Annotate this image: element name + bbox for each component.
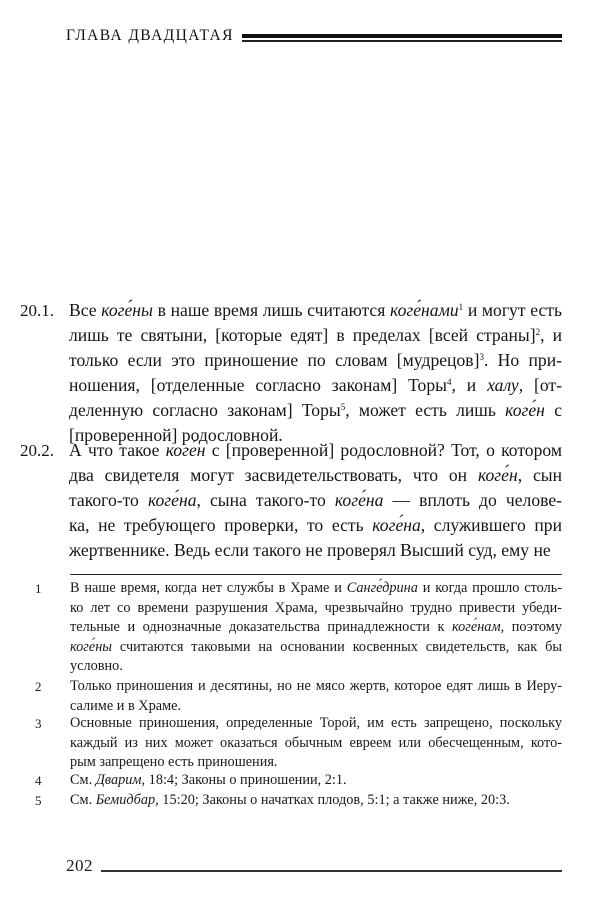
text-run: , поэтому [500, 619, 562, 635]
text-run: ко лет со времени разрушения Храма, чрезвычайно трудно привести убеди- [70, 599, 562, 616]
text-run: , сына такого-то [196, 490, 335, 510]
paragraph-body [69, 298, 562, 448]
text-run: и могут есть [463, 300, 563, 320]
footnote-number: 4 [35, 773, 42, 788]
footnote-text [70, 791, 562, 811]
footnote-3 [30, 714, 562, 773]
footnote-text [70, 579, 562, 677]
text-line [69, 513, 562, 538]
footnote-separator [70, 574, 562, 575]
text-run: с [проверенной] родословной? Тот, о котором [205, 440, 562, 460]
footnote-ref[interactable]: 1 [458, 302, 464, 312]
italic-term: коге́ны [101, 300, 153, 320]
text-line [70, 771, 562, 791]
text-run: , 18:4; Законы о приношении, 2:1. [141, 772, 347, 788]
footnote-2 [30, 677, 562, 716]
text-run: , и [451, 375, 488, 395]
text-run: Основные приношения, определенные Торой, им есть запрещено, поскольку [70, 715, 562, 731]
text-line [70, 618, 562, 638]
text-run: Только приношения и десятины, но не мясо жертв, которое едят лишь в Иеру- [70, 678, 562, 694]
italic-term: коге́на [334, 490, 384, 510]
text-run: лишь те святыни, [которые едят] в пределах [всей страны] [69, 325, 536, 345]
text-line [70, 677, 562, 697]
text-run: ка, не требующего проверки, то есть [69, 515, 373, 535]
text-line [70, 734, 562, 754]
italic-term: Дварим [95, 772, 142, 788]
text-line [69, 398, 562, 423]
text-run: . Но при- [483, 350, 563, 370]
text-run: с [544, 400, 562, 420]
footnote-5 [30, 791, 562, 811]
chapter-title: ГЛАВА ДВАДЦАТАЯ [66, 27, 234, 44]
italic-term: халу [487, 375, 519, 395]
text-run: В наше время, когда нет службы в Храме и [70, 580, 347, 596]
paragraph-20-1 [20, 298, 562, 448]
footnote-ref[interactable]: 3 [479, 352, 484, 362]
text-run: А что такое [69, 440, 166, 460]
text-run: каждый из них может оказаться обычным евреем или обесчещенным, кото- [70, 734, 562, 751]
page-number: 202 [66, 856, 93, 875]
footnote-1 [30, 579, 562, 677]
footnote-ref[interactable]: 2 [535, 327, 541, 337]
text-line [70, 714, 562, 734]
italic-term: коге́нами [390, 300, 459, 320]
text-line [70, 791, 562, 811]
text-run: , служившего при [420, 515, 562, 535]
paragraph-number: 20.2. [20, 441, 54, 460]
footnote-number: 2 [35, 679, 42, 694]
italic-term: Бемидбар [95, 792, 156, 808]
text-run: , [от- [518, 375, 562, 395]
text-run: и когда прошло столь- [417, 580, 563, 596]
text-line [69, 538, 562, 563]
text-line [70, 579, 562, 599]
text-run: , 15:20; Законы о начатках плодов, 5:1; а также ниже, 20:3. [155, 792, 510, 808]
text-line [69, 298, 562, 323]
footnote-text [70, 677, 562, 716]
text-run: См. [70, 772, 96, 788]
text-run: , может есть лишь [345, 400, 506, 420]
paragraph-number: 20.1. [20, 301, 54, 320]
text-line [69, 488, 562, 513]
italic-term: коге́н [477, 465, 518, 485]
text-line [69, 373, 562, 398]
text-run: жертвеннике. Ведь если такого не проверял Высший суд, ему не [69, 540, 551, 560]
footnote-text [70, 714, 562, 773]
italic-term: коге́на [147, 490, 197, 510]
italic-term: коге́нам [452, 619, 501, 635]
text-line [70, 599, 562, 619]
text-line [69, 463, 562, 488]
text-line [70, 657, 562, 677]
footnote-ref[interactable]: 4 [446, 377, 452, 387]
text-run: , сын [517, 465, 562, 485]
text-run: условно. [70, 658, 123, 674]
italic-term: коге́н [165, 440, 206, 460]
text-run: — вплоть до челове- [383, 490, 562, 510]
footnote-number: 5 [35, 793, 42, 808]
italic-term: коге́на [372, 515, 421, 535]
text-run: такого-то [69, 490, 148, 510]
italic-term: коге́ны [70, 638, 112, 655]
footer-rule [101, 870, 562, 871]
paragraph-body [69, 438, 562, 563]
italic-term: Санге́дрина [346, 580, 418, 596]
text-run: рым запрещено есть приношения. [70, 754, 278, 770]
text-run: , и [540, 325, 562, 345]
text-run: Все [69, 300, 102, 320]
text-line [69, 348, 562, 373]
text-run: [проверенной] родословной. [69, 425, 283, 445]
text-run: только если это приношение по словам [мудрецов] [69, 350, 480, 370]
text-run: считаются таковыми на основании косвенных свидетельств, как бы [112, 638, 562, 655]
italic-term: коге́н [505, 400, 545, 420]
paragraph-20-2 [20, 438, 562, 563]
text-line [69, 323, 562, 348]
text-line [70, 638, 562, 658]
footnote-ref[interactable]: 5 [340, 402, 346, 412]
footnote-number: 3 [35, 716, 42, 731]
footnote-text [70, 771, 562, 791]
header-double-rule [242, 34, 562, 42]
text-run: салиме и в Храме. [70, 697, 182, 714]
text-run: два свидетеля могут засвидетельствовать, что он [69, 465, 478, 485]
text-line [69, 438, 562, 463]
text-line [70, 753, 562, 773]
running-head [66, 26, 562, 46]
footnote-number: 1 [35, 581, 42, 596]
text-run: деленную согласно законам] Торы [69, 400, 341, 420]
footnote-4 [30, 771, 562, 791]
text-run: См. [70, 792, 96, 808]
page-footer [66, 856, 562, 876]
text-run: ношения, [отделенные согласно законам] Торы [69, 375, 447, 395]
text-run: в наше время лишь считаются [152, 300, 391, 320]
text-run: тельные и однозначные доказательства принадлежности к [70, 619, 452, 635]
